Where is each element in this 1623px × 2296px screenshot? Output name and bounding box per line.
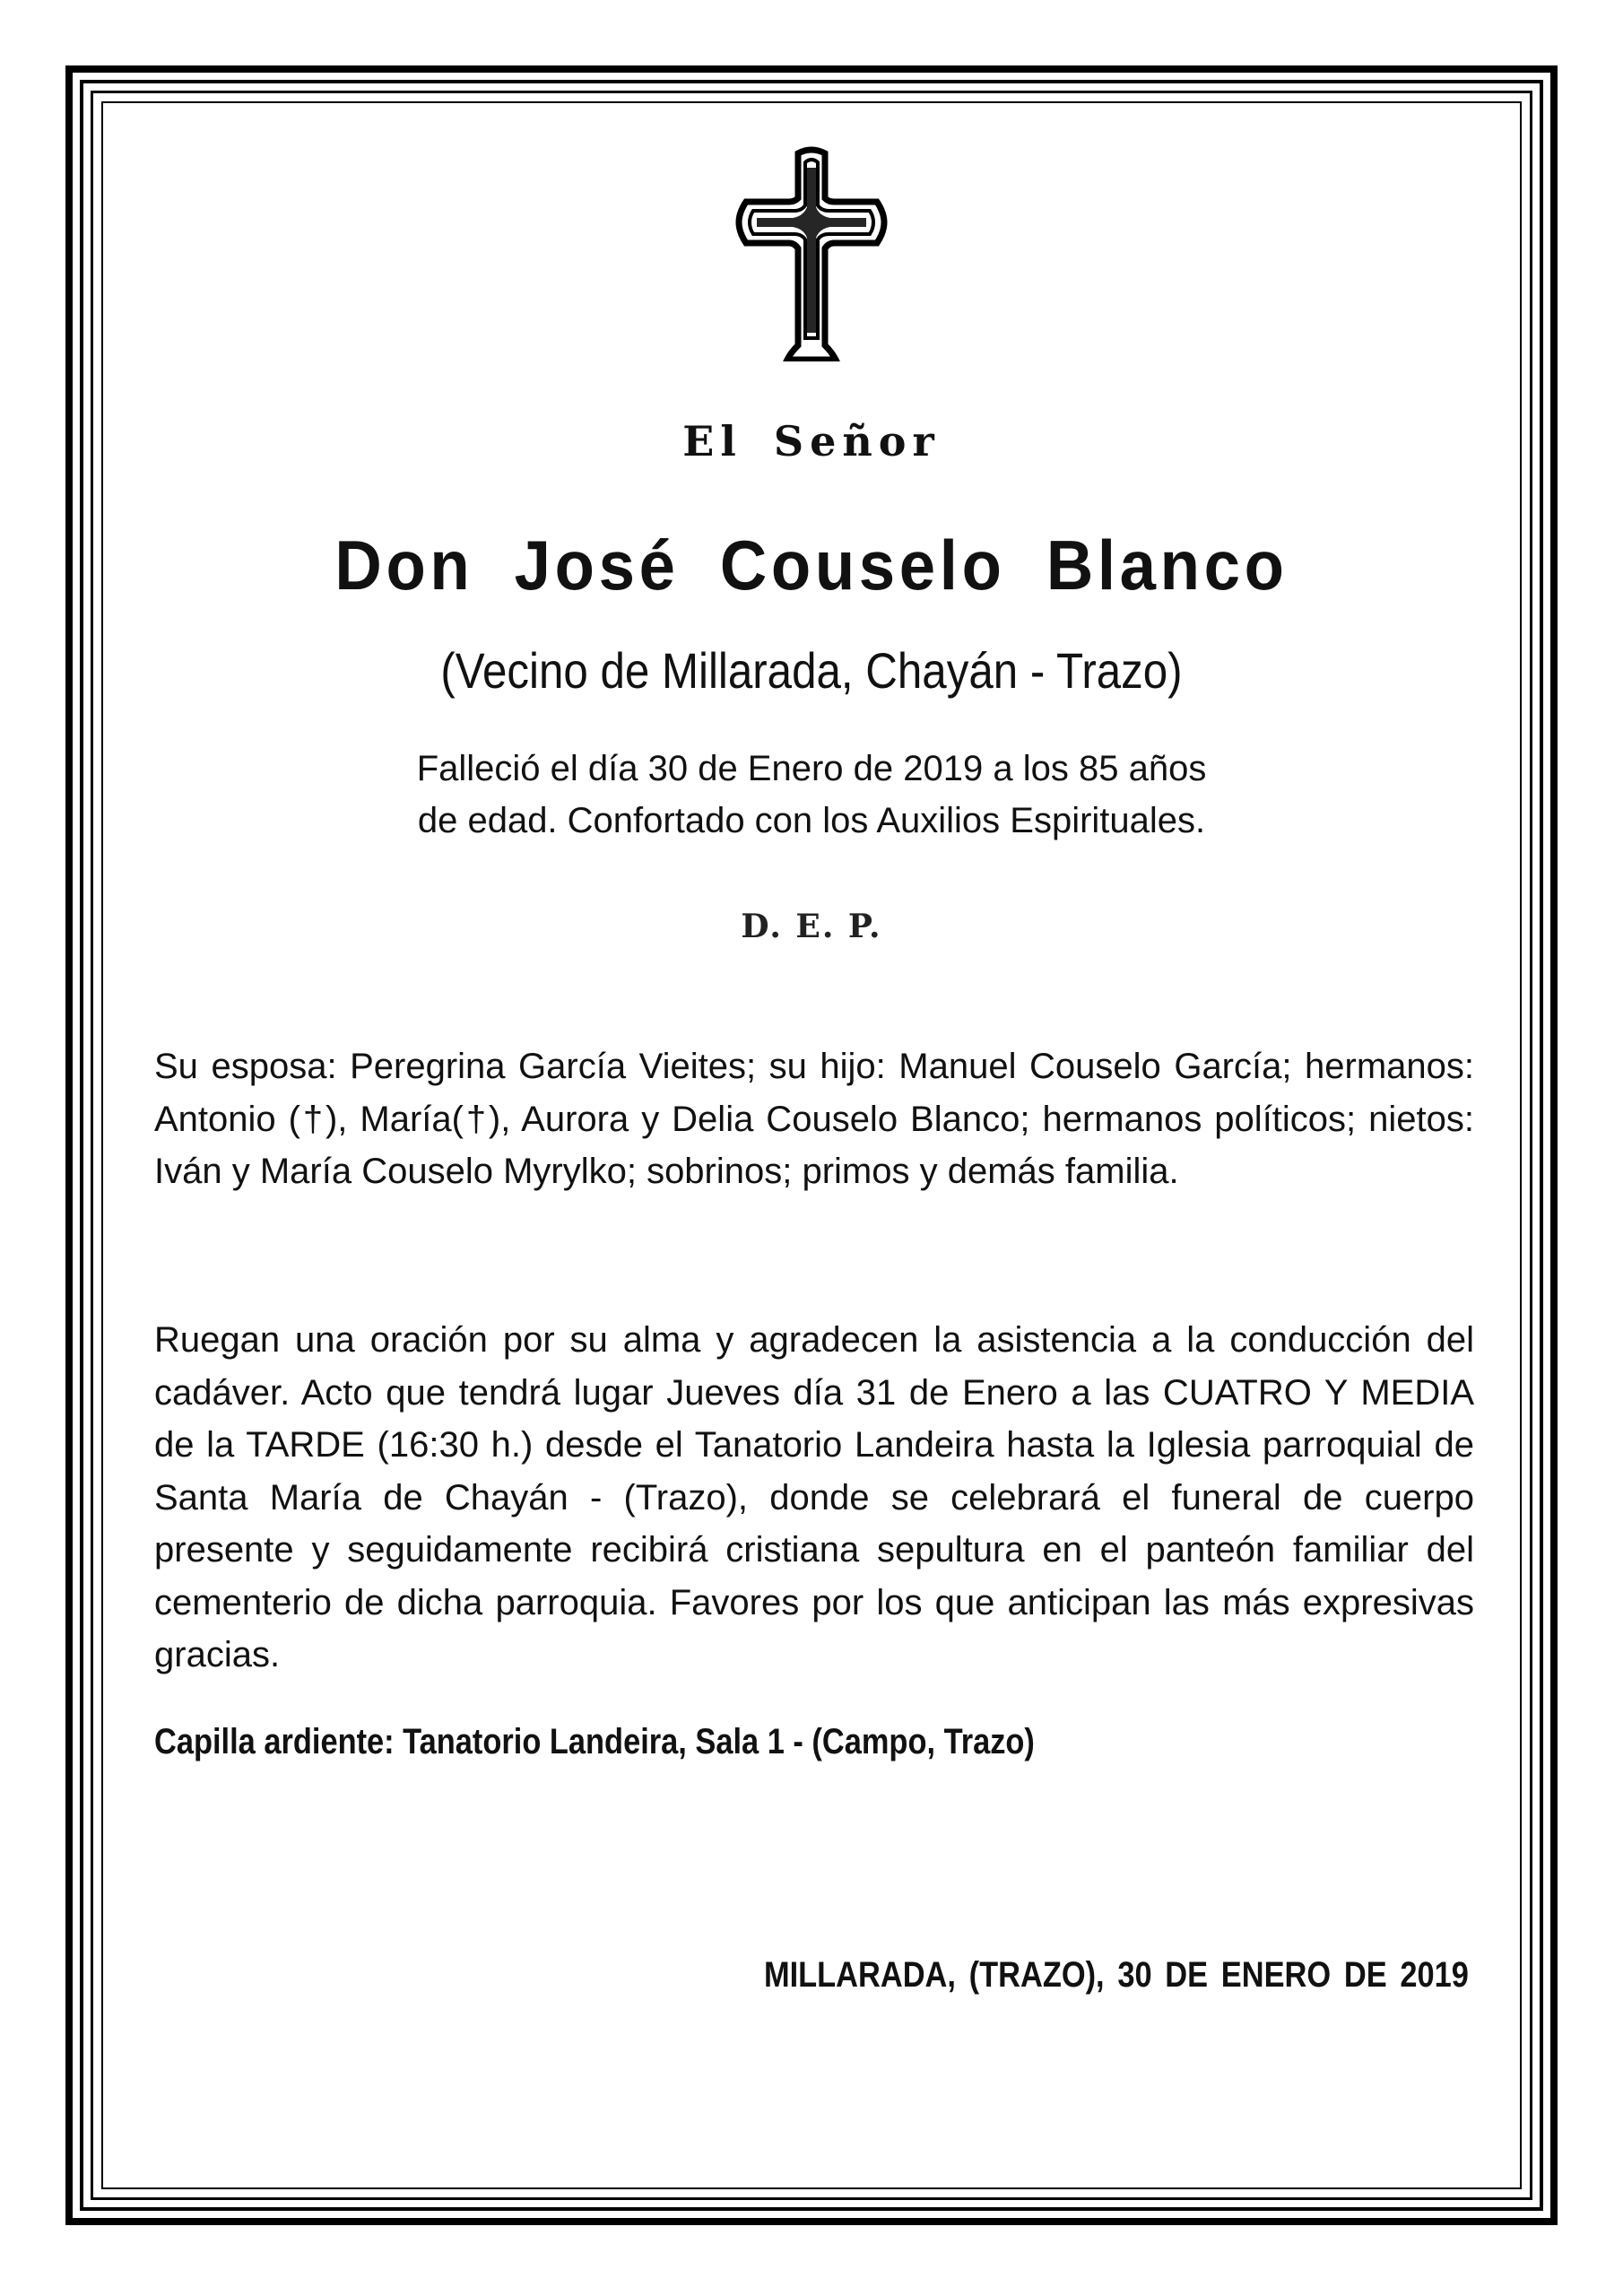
- family-paragraph: Su esposa: Peregrina García Vieites; su hijo: Manuel Couselo García; hermanos: Antonio (†), María(†), Aurora y Delia Couselo Blanco; hermanos políticos; nietos: Iván y María Couselo Myrylko; sobrinos; primos y demás familia.: [154, 1047, 1474, 1191]
- residence: (Vecino de Millarada, Chayán - Trazo): [440, 642, 1183, 699]
- death-notice: [0, 743, 1623, 847]
- request-paragraph: Ruegan una oración por su alma y agradecen la asistencia a la conducción del cadáver. Acto que tendrá lugar Jueves día 31 de Enero a las CUATRO Y MEDIA de la TARDE (16:30 h.) desde el Tanatorio Landeira hasta la Iglesia parroquial de Santa María de Chayán - (Trazo), donde se celebrará el funeral de cuerpo presente y seguidamente recibirá cristiana sepultura en el panteón familiar del cementerio de dicha parroquia. Favores por los que anticipan las más expresivas gracias.: [154, 1320, 1474, 1674]
- cross-icon: [735, 146, 888, 361]
- place-date: MILLARADA, (TRAZO), 30 DE ENERO DE 2019: [764, 1955, 1469, 1995]
- death-notice-line-1: Falleció el día 30 de Enero de 2019 a los 85 años: [416, 749, 1207, 788]
- rip: D. E. P.: [741, 908, 882, 945]
- deceased-name: Don José Couselo Blanco: [334, 526, 1289, 604]
- death-notice-line-2: de edad. Confortado con los Auxilios Espirituales.: [417, 801, 1206, 840]
- heading: El Señor: [682, 417, 941, 465]
- chapel-info: Capilla ardiente: Tanatorio Landeira, Sala 1 - (Campo, Trazo): [154, 1722, 1035, 1761]
